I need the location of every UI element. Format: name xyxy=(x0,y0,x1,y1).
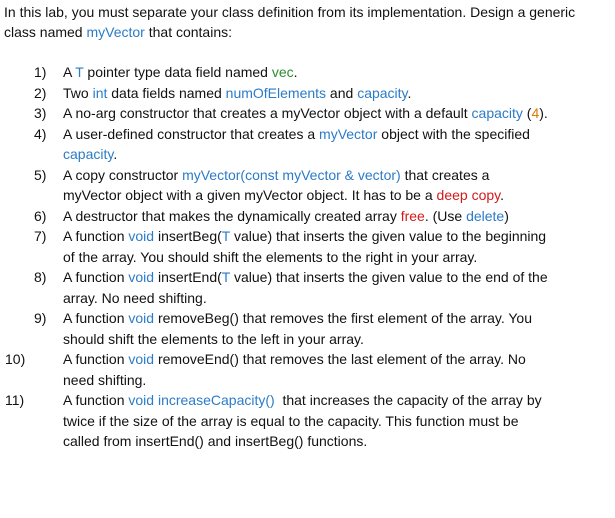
list-item xyxy=(34,165,609,206)
text-run: twice if the size of the array is equal to the capacity. This function must be xyxy=(63,412,519,429)
type-keyword: void xyxy=(128,351,155,367)
text-run xyxy=(63,185,609,206)
text-run xyxy=(63,206,609,227)
text-run xyxy=(63,226,609,247)
item-number: 8) xyxy=(34,269,47,285)
intro-line-2 xyxy=(4,22,612,42)
intro-text: that contains: xyxy=(144,24,233,40)
text-run xyxy=(63,103,609,124)
text-run: that increases the capacity of the array by xyxy=(274,392,542,408)
text-run: A function xyxy=(63,310,129,326)
class-name: myVector xyxy=(319,125,378,142)
text-run xyxy=(63,267,609,288)
text-run: need shifting. xyxy=(63,371,147,388)
text-run: called from insertEnd() and insertBeg() functions. xyxy=(63,433,368,449)
text-run: pointer type data field named xyxy=(83,64,272,80)
text-run: removeBeg() that removes the first element of the array. You xyxy=(154,310,533,326)
text-run: . xyxy=(293,64,298,80)
item-number: 10) xyxy=(5,351,26,367)
item-number: 4) xyxy=(34,125,47,142)
text-run: and xyxy=(326,84,358,101)
text-run: ( xyxy=(522,105,532,121)
list-item xyxy=(5,390,609,452)
text-run: A function xyxy=(63,228,129,244)
requirements-list xyxy=(5,62,609,452)
text-run xyxy=(63,349,609,370)
list-item xyxy=(34,83,609,104)
text-run: . xyxy=(500,187,504,203)
text-run: A function xyxy=(63,351,129,367)
item-number: 3) xyxy=(34,105,47,121)
text-run: A function xyxy=(63,269,129,285)
text-run: value) that inserts the given value to the beginning xyxy=(230,228,547,244)
type-keyword: T xyxy=(221,269,231,285)
type-keyword: void xyxy=(128,269,155,285)
text-run: . xyxy=(113,146,118,162)
class-name: myVector xyxy=(86,24,145,40)
field-name: capacity xyxy=(357,84,408,101)
text-run: Two xyxy=(63,84,93,101)
text-run: of the array. You should shift the elements to the right in your array. xyxy=(63,248,478,265)
text-run xyxy=(63,144,609,165)
text-run xyxy=(63,308,609,329)
text-run: object with the specified xyxy=(377,125,530,142)
default-value: 4 xyxy=(531,105,540,121)
item-number: 5) xyxy=(34,166,47,183)
emphasis-text: free xyxy=(400,207,425,224)
intro-paragraph xyxy=(4,2,612,42)
item-number: 6) xyxy=(34,207,47,224)
text-run xyxy=(63,165,609,186)
text-run: . (Use xyxy=(424,207,467,224)
text-run xyxy=(63,83,609,104)
text-run: removeEnd() that removes the last element of the array. No xyxy=(154,351,526,367)
list-item xyxy=(34,62,609,83)
text-run: ). xyxy=(539,105,548,121)
text-run: array. No need shifting. xyxy=(63,289,207,306)
text-run: should shift the elements to the left in your array. xyxy=(63,330,364,347)
constructor-signature: myVector(const myVector & vector) xyxy=(182,166,401,183)
type-keyword: T xyxy=(221,228,231,244)
text-run xyxy=(63,124,609,145)
text-run: ) xyxy=(504,207,509,224)
type-keyword: T xyxy=(75,64,84,80)
text-run: A no-arg constructor that creates a myVector object with a default xyxy=(63,105,472,121)
list-item xyxy=(34,206,609,227)
text-run: insertBeg( xyxy=(154,228,222,244)
text-run: that creates a xyxy=(400,166,490,183)
item-number: 11) xyxy=(5,392,25,408)
list-item xyxy=(34,103,609,124)
field-name: numOfElements xyxy=(225,84,327,101)
text-run: A copy constructor xyxy=(63,166,183,183)
item-number: 9) xyxy=(34,310,47,326)
text-run: A destructor that makes the dynamically created array xyxy=(63,207,401,224)
item-number: 7) xyxy=(34,228,47,244)
text-run: value) that inserts the given value to the end of the xyxy=(230,269,548,285)
field-name: capacity xyxy=(63,146,114,162)
intro-text: class named xyxy=(4,24,87,40)
intro-line-1 xyxy=(4,2,612,22)
type-keyword: int xyxy=(92,84,108,101)
intro-text: In this lab, you must separate your class definition from its implementation. Design a generic xyxy=(4,4,576,20)
type-keyword: void xyxy=(128,228,155,244)
item-number: 1) xyxy=(34,64,47,80)
keyword: delete xyxy=(466,207,505,224)
type-keyword: void xyxy=(128,310,155,326)
text-run: myVector object with a given myVector object. It has to be a xyxy=(63,187,437,203)
list-item xyxy=(34,308,609,349)
text-run xyxy=(63,390,609,411)
item-number: 2) xyxy=(34,84,47,101)
function-signature: void increaseCapacity() xyxy=(128,392,275,408)
field-name: capacity xyxy=(471,105,523,121)
text-run: insertEnd( xyxy=(154,269,222,285)
list-item xyxy=(34,226,609,267)
list-item xyxy=(34,124,609,165)
document-body xyxy=(4,2,612,449)
text-run xyxy=(63,62,609,83)
text-run: . xyxy=(407,84,412,101)
text-run: A function xyxy=(63,392,129,408)
list-item xyxy=(34,267,609,308)
text-run: A xyxy=(63,64,76,80)
text-run: data fields named xyxy=(107,84,226,101)
list-item xyxy=(5,349,609,390)
text-run: A user-defined constructor that creates a xyxy=(63,125,320,142)
field-name: vec xyxy=(271,64,294,80)
emphasis-text: deep copy xyxy=(436,187,501,203)
